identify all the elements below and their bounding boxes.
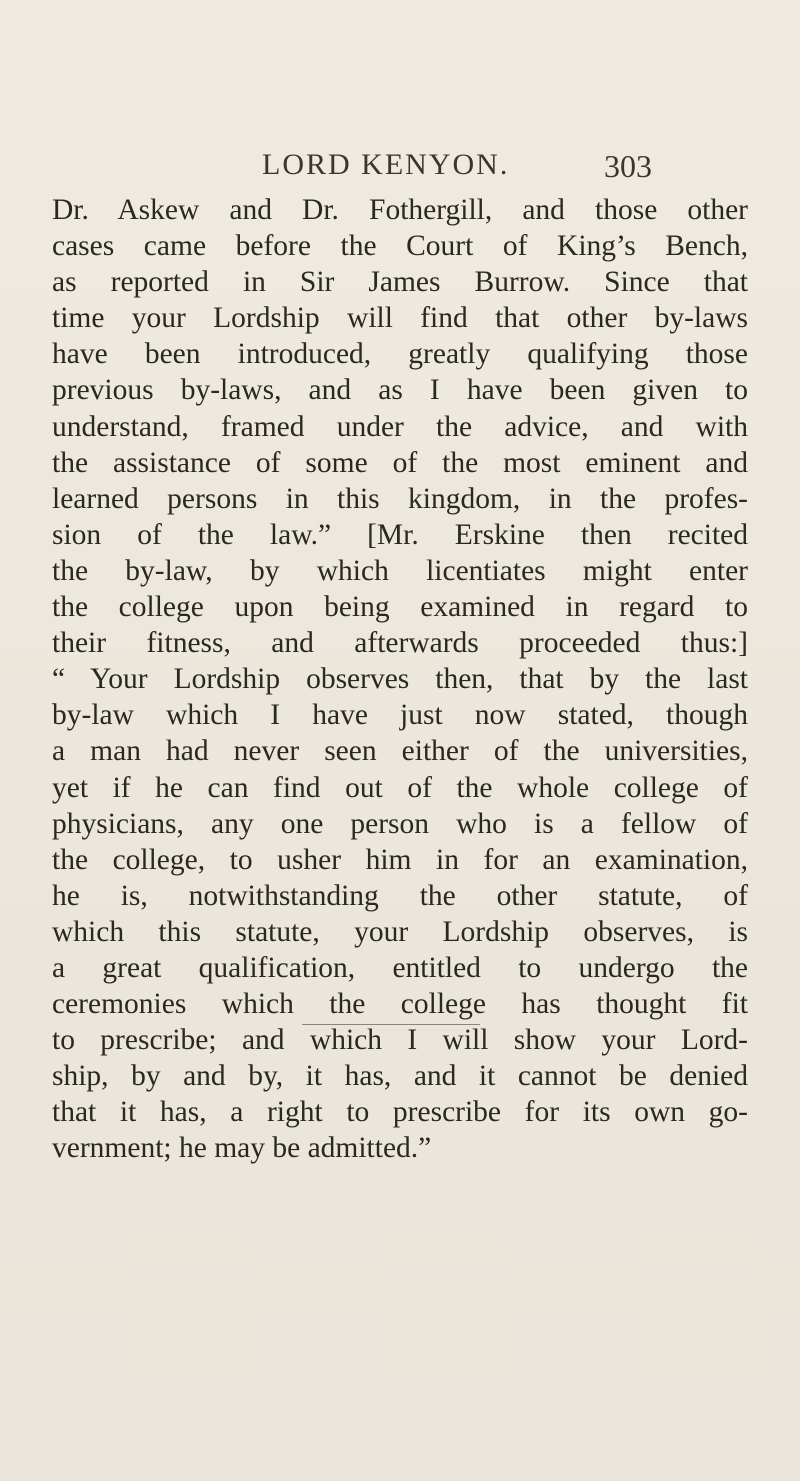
section-divider — [302, 1024, 480, 1025]
text-line: learned persons in this kingdom, in the profes- — [52, 482, 748, 515]
text-line: as reported in Sir James Burrow. Since that — [52, 266, 748, 299]
text-line: previous by-laws, and as I have been given to — [52, 374, 748, 407]
text-line: sion of the law.” [Mr. Erskine then recited — [52, 518, 748, 551]
text-line: understand, framed under the advice, and with — [52, 410, 748, 443]
text-line: a great qualification, entitled to undergo the — [52, 951, 748, 984]
text-line: physicians, any one person who is a fellow of — [52, 807, 748, 840]
text-line: which this statute, your Lordship observes, is — [52, 915, 748, 948]
text-line: vernment; he may be admitted.” — [52, 1132, 432, 1165]
text-line: ship, by and by, it has, and it cannot be denied — [52, 1060, 748, 1093]
body-text — [52, 192, 748, 1167]
text-line: have been introduced, greatly qualifying those — [52, 338, 748, 371]
page-number: 303 — [604, 148, 652, 184]
text-line: Dr. Askew and Dr. Fothergill, and those other — [52, 194, 748, 226]
text-line: he is, notwithstanding the other statute, of — [52, 879, 748, 912]
text-line: yet if he can find out of the whole college of — [52, 771, 748, 804]
running-head: LORD KENYON. — [262, 148, 510, 181]
text-line: the by-law, by which licentiates might enter — [52, 554, 748, 587]
text-line: the college upon being examined in regard to — [52, 591, 748, 624]
text-line: the assistance of some of the most eminent and — [52, 446, 748, 479]
text-line: cases came before the Court of King’s Bench, — [52, 230, 748, 263]
text-line: that it has, a right to prescribe for its own go- — [52, 1096, 748, 1129]
text-line: “ Your Lordship observes then, that by the last — [52, 663, 748, 696]
text-line: by-law which I have just now stated, though — [52, 699, 748, 732]
text-line: the college, to usher him in for an examination, — [52, 843, 748, 876]
text-line: to prescribe; and which I will show your Lord- — [52, 1024, 748, 1057]
text-line: their fitness, and afterwards proceeded thus:] — [52, 627, 748, 660]
text-line: ceremonies which the college has thought fit — [52, 988, 748, 1021]
text-line: time your Lordship will find that other by-laws — [52, 302, 748, 335]
text-line: a man had never seen either of the universities, — [52, 735, 748, 768]
